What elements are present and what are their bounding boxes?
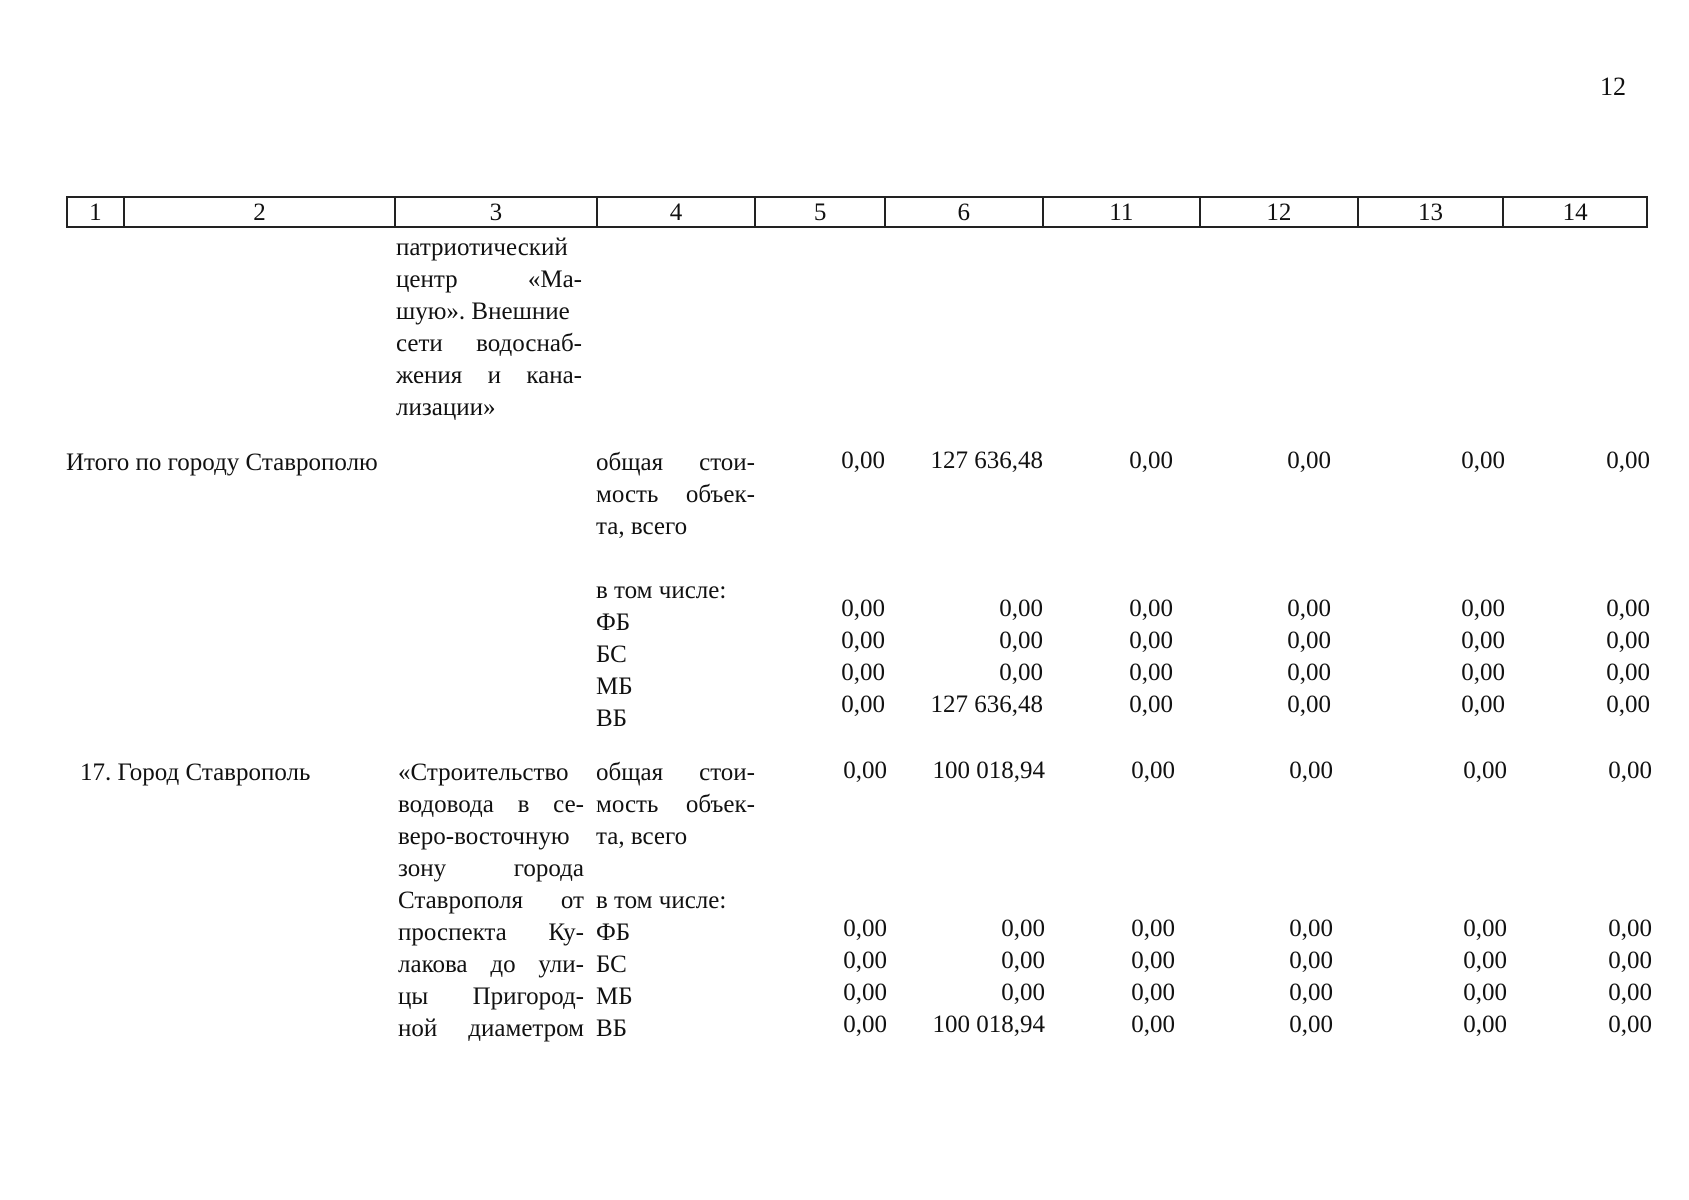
value-cell: 0,00 xyxy=(1001,979,1045,1006)
fin-line: мость объек- xyxy=(596,791,755,818)
page-number: 12 xyxy=(1600,72,1626,101)
value-cell: 0,00 xyxy=(1608,757,1652,784)
value-cell: 0,00 xyxy=(1461,447,1505,474)
value-cell: 0,00 xyxy=(1131,947,1175,974)
value-cell: 0,00 xyxy=(1287,447,1331,474)
value-cell: 0,00 xyxy=(1129,691,1173,718)
source-label: ВБ xyxy=(596,705,628,732)
source-label: ФБ xyxy=(596,609,631,636)
value-cell: 0,00 xyxy=(999,659,1043,686)
value-cell: 0,00 xyxy=(843,757,887,784)
name-line: Ставрополя от xyxy=(398,887,584,914)
value-cell: 0,00 xyxy=(1606,595,1650,622)
value-cell: 0,00 xyxy=(1461,691,1505,718)
name-line: сети водоснаб- xyxy=(396,330,582,357)
col-header-14: 14 xyxy=(1562,199,1588,226)
value-cell: 0,00 xyxy=(843,979,887,1006)
value-cell: 0,00 xyxy=(843,915,887,942)
value-cell: 0,00 xyxy=(1608,1011,1652,1038)
value-cell: 0,00 xyxy=(1463,915,1507,942)
value-cell: 0,00 xyxy=(1608,947,1652,974)
value-cell: 0,00 xyxy=(1129,595,1173,622)
col-header-6: 6 xyxy=(886,198,1044,226)
value-cell: 0,00 xyxy=(841,659,885,686)
value-cell: 0,00 xyxy=(1129,627,1173,654)
value-cell: 0,00 xyxy=(999,595,1043,622)
including-label: в том числе: xyxy=(596,577,727,604)
name-line: «Строительство xyxy=(398,759,569,786)
value-cell: 0,00 xyxy=(1463,979,1507,1006)
value-cell: 0,00 xyxy=(1463,1011,1507,1038)
value-cell: 0,00 xyxy=(1131,915,1175,942)
source-label: БС xyxy=(596,951,627,978)
value-cell: 0,00 xyxy=(1289,979,1333,1006)
value-cell: 0,00 xyxy=(1608,915,1652,942)
value-cell: 0,00 xyxy=(1001,947,1045,974)
value-cell: 0,00 xyxy=(1287,691,1331,718)
name-line: патриотический xyxy=(396,234,568,261)
col-header-11: 11 xyxy=(1044,198,1202,226)
value-cell: 0,00 xyxy=(843,1011,887,1038)
value-cell: 0,00 xyxy=(1606,627,1650,654)
fin-line: общая стои- xyxy=(596,449,755,476)
value-cell: 0,00 xyxy=(1289,947,1333,974)
value-cell: 0,00 xyxy=(1129,659,1173,686)
value-cell: 0,00 xyxy=(1606,659,1650,686)
fin-line: та, всего xyxy=(596,513,688,540)
col-header-13: 13 xyxy=(1359,198,1505,226)
value-cell: 0,00 xyxy=(1461,627,1505,654)
total-label: Итого по городу Ставрополю xyxy=(66,449,378,476)
value-cell: 0,00 xyxy=(1287,659,1331,686)
fin-line: та, всего xyxy=(596,823,688,850)
value-cell: 0,00 xyxy=(841,627,885,654)
name-line: лизации» xyxy=(396,394,496,421)
value-cell: 0,00 xyxy=(1131,1011,1175,1038)
fin-line: общая стои- xyxy=(596,759,755,786)
value-cell: 0,00 xyxy=(1287,627,1331,654)
fin-line: мость объек- xyxy=(596,481,755,508)
value-cell: 0,00 xyxy=(841,691,885,718)
col-header-1: 1 xyxy=(68,198,125,226)
value-cell: 0,00 xyxy=(843,947,887,974)
value-cell: 0,00 xyxy=(1289,915,1333,942)
col-header-4: 4 xyxy=(598,198,757,226)
municipality-label: 17. Город Ставрополь xyxy=(80,759,311,786)
name-line: центр «Ма- xyxy=(396,266,582,293)
source-label: МБ xyxy=(596,673,633,700)
column-header-row xyxy=(66,196,1648,228)
name-line: шую». Внешние xyxy=(396,298,570,325)
value-cell: 0,00 xyxy=(841,595,885,622)
value-cell: 0,00 xyxy=(1608,979,1652,1006)
col-header-3: 3 xyxy=(396,198,597,226)
name-line: веро-восточную xyxy=(398,823,570,850)
value-cell: 0,00 xyxy=(841,447,885,474)
name-line: жения и кана- xyxy=(396,362,582,389)
col-header-5: 5 xyxy=(756,198,886,226)
value-cell: 0,00 xyxy=(1463,757,1507,784)
value-cell: 127 636,48 xyxy=(930,691,1043,718)
value-cell: 0,00 xyxy=(1131,979,1175,1006)
value-cell: 0,00 xyxy=(1287,595,1331,622)
col-header-2: 2 xyxy=(125,198,396,226)
value-cell: 100 018,94 xyxy=(932,1011,1045,1038)
name-line: проспекта Ку- xyxy=(398,919,584,946)
name-line: ной диаметром xyxy=(398,1015,584,1042)
col-header-12: 12 xyxy=(1201,198,1359,226)
value-cell: 0,00 xyxy=(1606,691,1650,718)
value-cell: 0,00 xyxy=(1461,659,1505,686)
value-cell: 0,00 xyxy=(1129,447,1173,474)
including-label: в том числе: xyxy=(596,887,727,914)
source-label: БС xyxy=(596,641,627,668)
value-cell: 0,00 xyxy=(1289,757,1333,784)
value-cell: 0,00 xyxy=(999,627,1043,654)
source-label: МБ xyxy=(596,983,633,1010)
value-cell: 100 018,94 xyxy=(932,757,1045,784)
name-line: цы Пригород- xyxy=(398,983,584,1010)
value-cell: 127 636,48 xyxy=(930,447,1043,474)
value-cell: 0,00 xyxy=(1606,447,1650,474)
name-line: зону города xyxy=(398,855,584,882)
value-cell: 0,00 xyxy=(1001,915,1045,942)
source-label: ФБ xyxy=(596,919,631,946)
source-label: ВБ xyxy=(596,1015,628,1042)
value-cell: 0,00 xyxy=(1289,1011,1333,1038)
name-line: лакова до ули- xyxy=(398,951,584,978)
name-line: водовода в се- xyxy=(398,791,584,818)
value-cell: 0,00 xyxy=(1463,947,1507,974)
value-cell: 0,00 xyxy=(1461,595,1505,622)
value-cell: 0,00 xyxy=(1131,757,1175,784)
